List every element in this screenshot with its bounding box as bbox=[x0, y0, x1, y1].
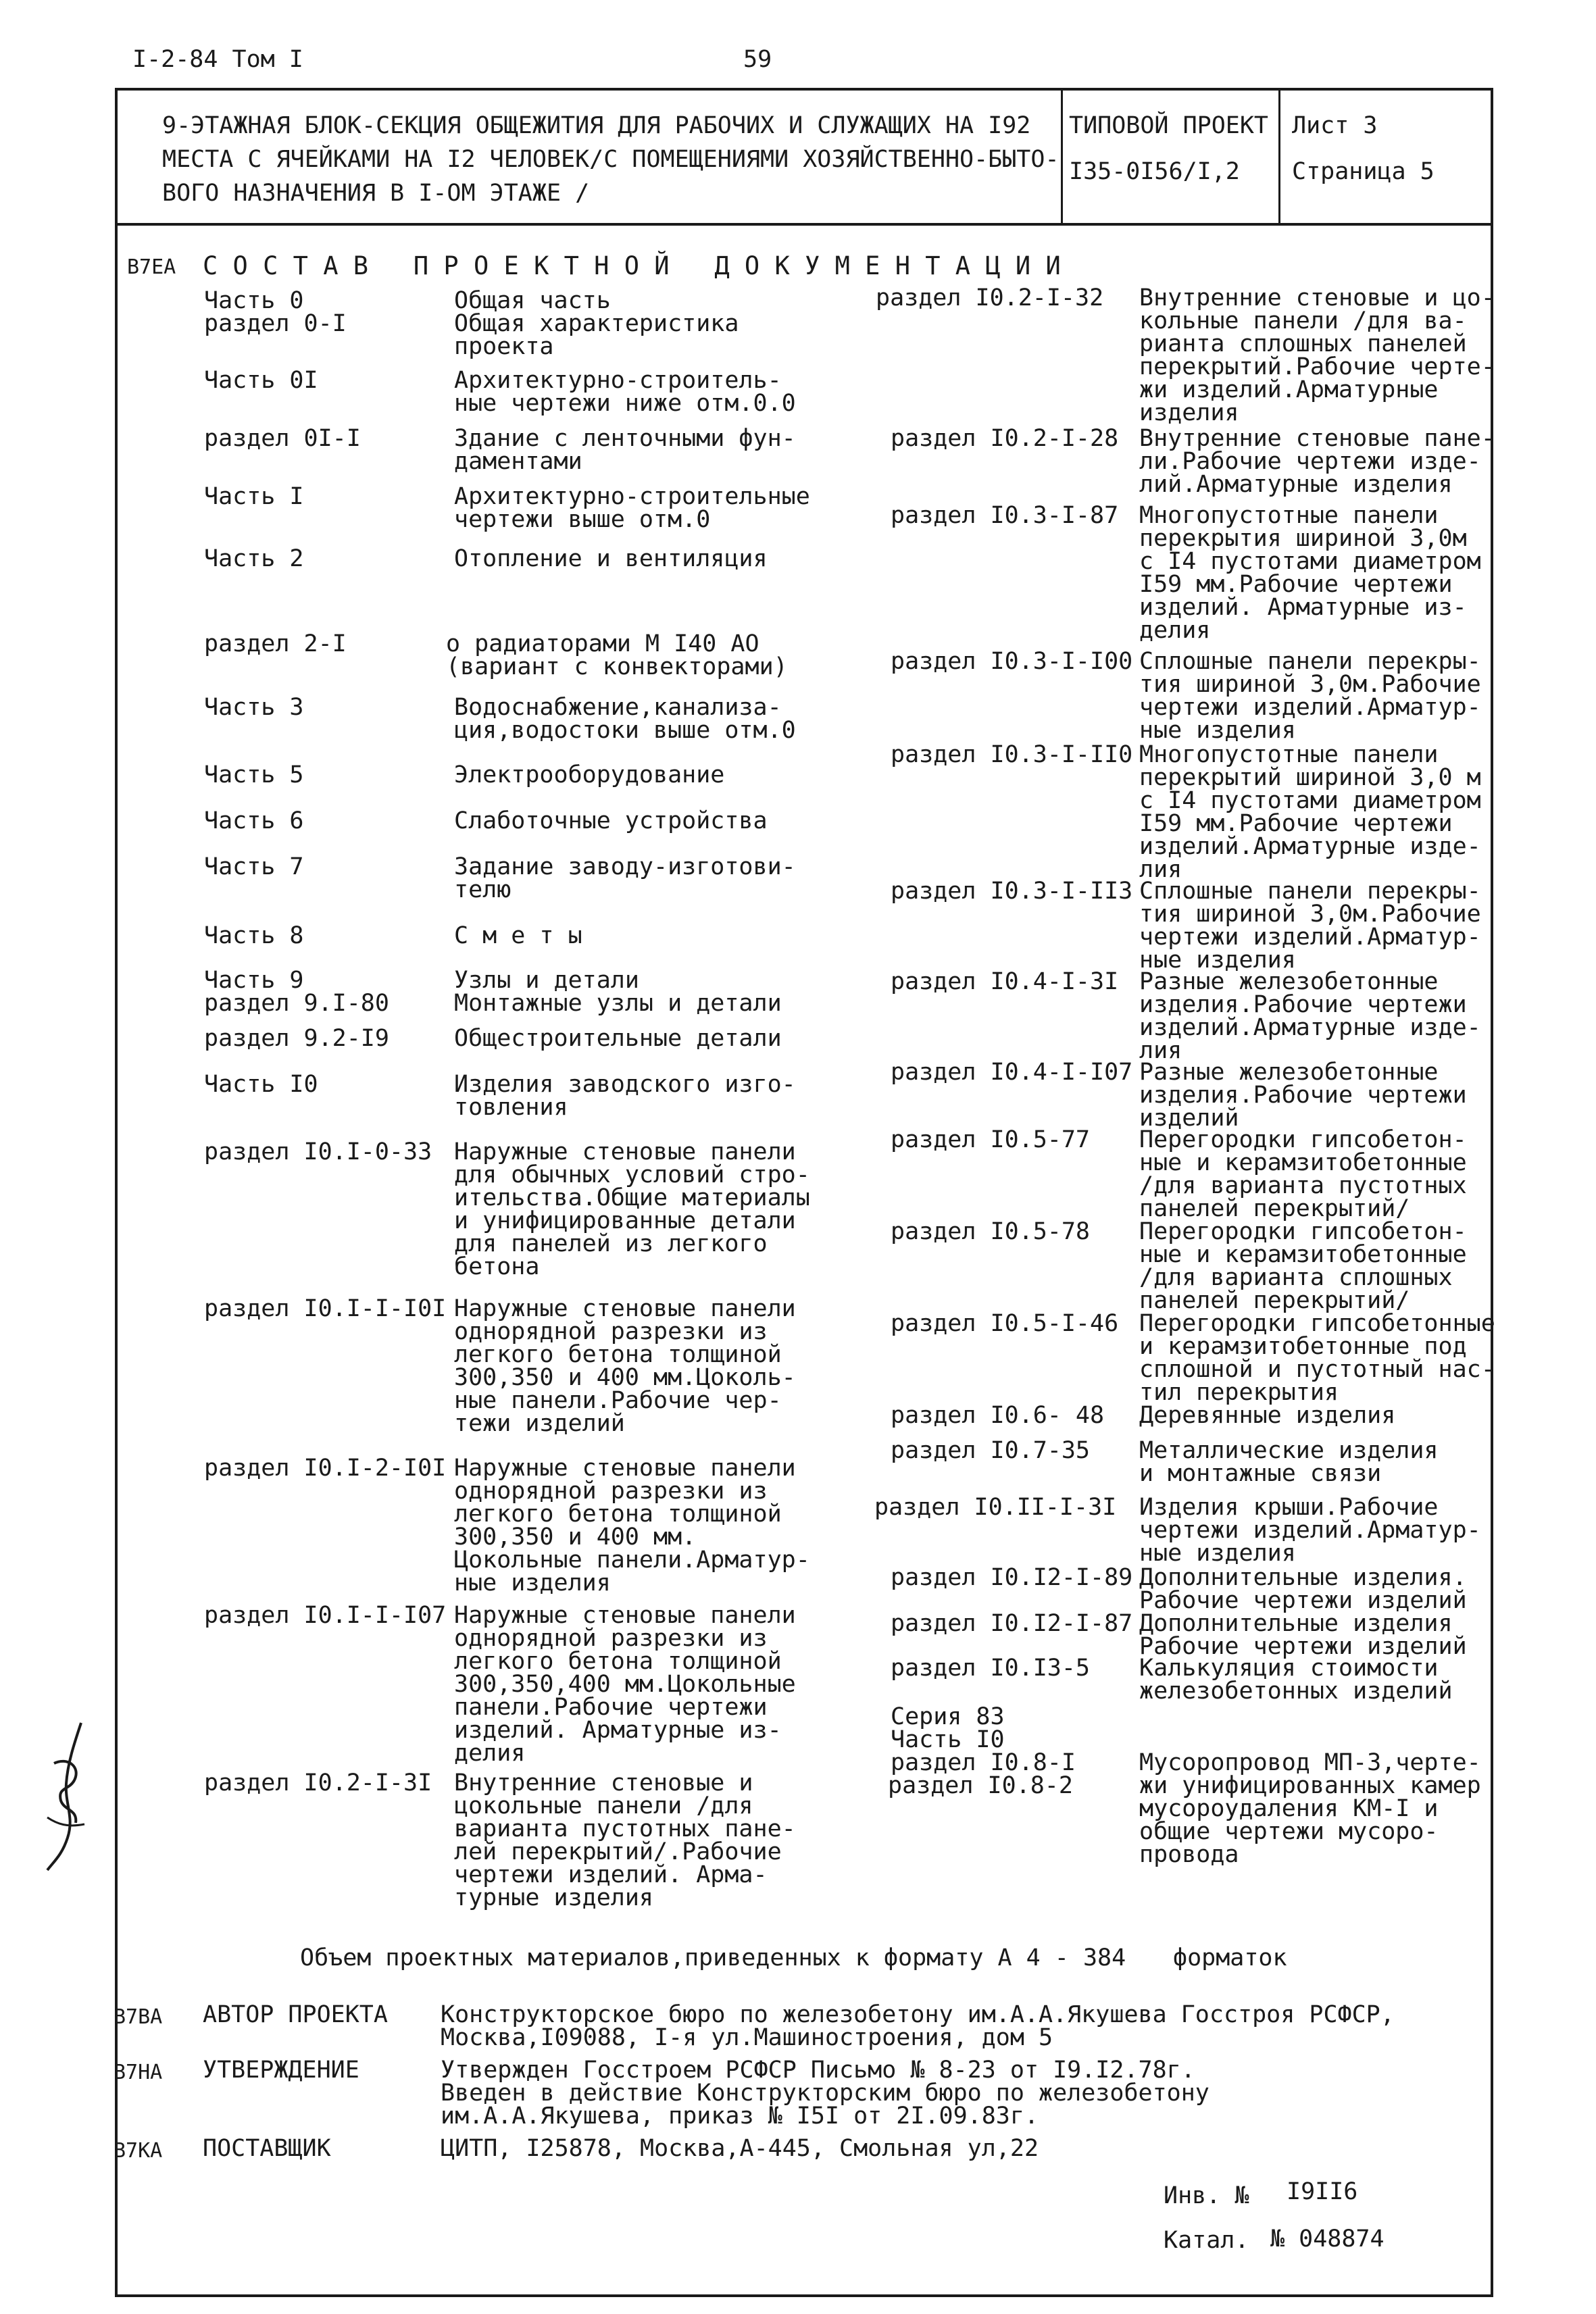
author-label: АВТОР ПРОЕКТА bbox=[203, 2001, 388, 2028]
project-type: ТИПОВОЙ ПРОЕКТ bbox=[1069, 112, 1269, 139]
project-number: I35-0I56/I,2 bbox=[1069, 158, 1240, 185]
contents-code: B7EA bbox=[127, 255, 176, 279]
volume-unit: форматок bbox=[1173, 1944, 1287, 1971]
approval-label: УТВЕРЖДЕНИЕ bbox=[203, 2057, 359, 2084]
contents-heading: С О С Т А В П Р О Е К Т Н О Й Д О К У М Е Н Т А Ц И И bbox=[203, 251, 1061, 280]
project-title-line-2: МЕСТА С ЯЧЕЙКАМИ НА I2 ЧЕЛОВЕК/С ПОМЕЩЕНИЯМИ ХОЗЯЙСТВЕННО-БЫТО- bbox=[162, 146, 1059, 173]
document-code: I-2-84 Том I bbox=[132, 46, 303, 73]
project-title-line-1: 9-ЭТАЖНАЯ БЛОК-СЕКЦИЯ ОБЩЕЖИТИЯ ДЛЯ РАБОЧИХ И СЛУЖАЩИХ НА I92 bbox=[162, 112, 1031, 139]
page-number: 59 bbox=[743, 46, 772, 73]
page-reference: Страница 5 bbox=[1292, 158, 1435, 185]
catalog-number: № 048874 bbox=[1270, 2225, 1385, 2253]
sheet-number: Лист 3 bbox=[1292, 112, 1378, 139]
project-title-line-3: ВОГО НАЗНАЧЕНИЯ В I-ОМ ЭТАЖЕ / bbox=[162, 180, 590, 207]
supplier-label: ПОСТАВЩИК bbox=[203, 2135, 331, 2162]
inventory-number: I9II6 bbox=[1287, 2178, 1358, 2205]
volume-summary: Объем проектных материалов,приведенных к формату А 4 - 384 bbox=[300, 1944, 1126, 1971]
handwritten-signature bbox=[27, 1716, 108, 1878]
